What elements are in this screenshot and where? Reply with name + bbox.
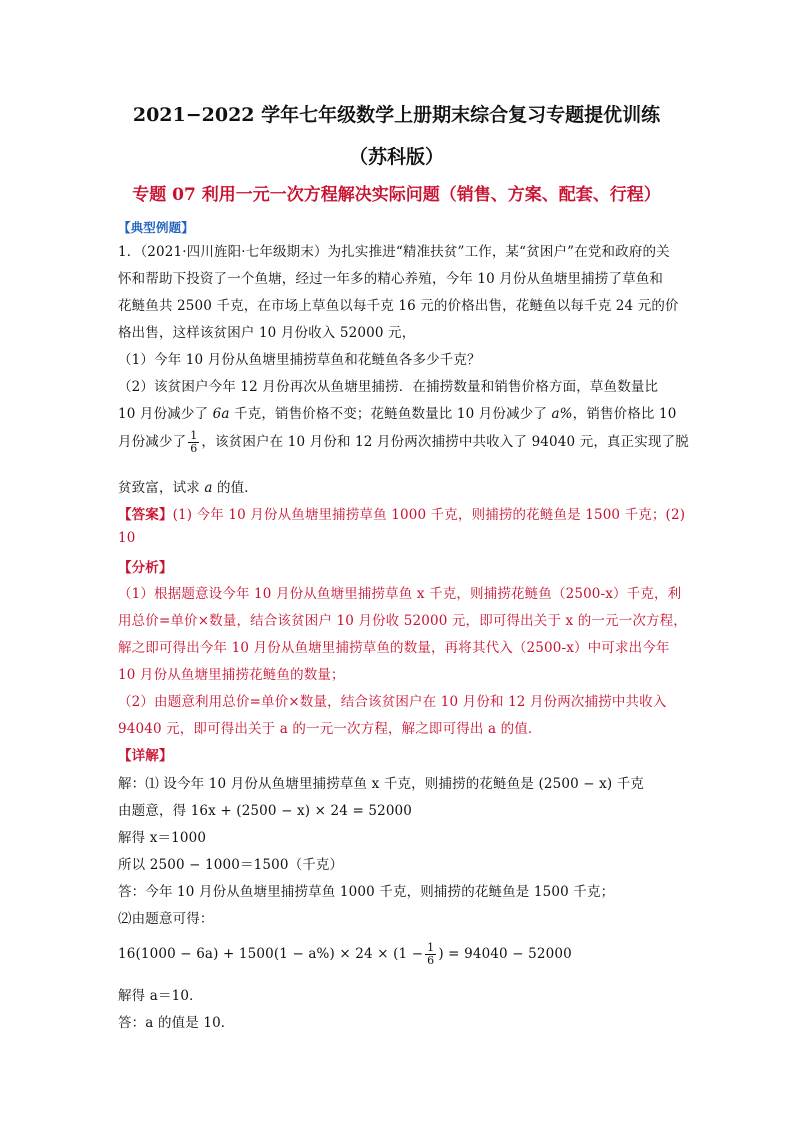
q2-var-6a: 6a [212,406,230,422]
detail-line-5: 答：今年 10 月份从鱼塘里捕捞草鱼 1000 千克，则捕捞的花鲢鱼是 1500 千克； [118,884,615,900]
detail-line-2: 由题意，得 16x + (2500 − x) × 24 = 52000 [118,803,413,819]
document-title-edition: （苏科版） [348,146,444,168]
detail-line-1: 解：⑴ 设今年 10 月份从鱼塘里捕捞草鱼 x 千克，则捕捞的花鲢鱼是 (2500 − x) 千克 [118,776,645,792]
fraction-one-sixth: $\frac{1}{6}$ [190,429,198,455]
analysis-line-1: （1）根据题意设今年 10 月份从鱼塘里捕捞草鱼 x 千克，则捕捞花鲢鱼（2500-x）千克，利 [118,586,682,602]
detail-line-3: 解得 x＝1000 [118,830,207,846]
question-2-line-1: （2）该贫困户今年 12 月份再次从鱼塘里捕捞．在捕捞数量和销售价格方面，草鱼数量比 [118,379,659,395]
analysis-label: 【分析】 [118,560,173,576]
analysis-line-5: （2）由题意利用总价=单价×数量，结合该贫困户在 10 月份和 12 月份两次捕捞中共收入 [118,694,667,710]
q2-text-c: ，销售价格比 10 [572,406,677,422]
detail-line-9: 答：a 的值是 10． [118,1015,235,1031]
equation-fraction-one-sixth: $\frac{1}{6}$ [427,941,435,967]
topic-subtitle: 专题 07 利用一元一次方程解决实际问题（销售、方案、配套、行程） [132,185,661,205]
detail-equation: 16(1000 − 6a) + 1500(1 − a%) × 24 × (1 − $\frac{1}{6}$ ) = 94040 − 52000 [118,941,572,967]
q2-text-a: 10 月份减少了 [118,406,213,422]
section-example-label: 【典型例题】 [118,220,194,235]
problem-line-4: 格出售，这样该贫困户 10 月份收入 52000 元， [118,325,416,341]
problem-line-3: 花鲢鱼共 2500 千克，在市场上草鱼以每千克 16 元的价格出售，花鲢鱼以每千克 24 元的价 [118,298,679,314]
answer-line-1: 【答案】(1) 今年 10 月份从鱼塘里捕捞草鱼 1000 千克，则捕捞的花鲢鱼是 1500 千克；(2) [118,507,686,523]
problem-line-1: 1．（2021·四川旌阳·七年级期末）为扎实推进“精准扶贫”工作，某“贫困户”在党和政府的关 [118,244,670,260]
detail-line-6: ⑵由题意可得： [118,911,214,927]
detail-line-4: 所以 2500 − 1000＝1500（千克） [118,857,344,873]
analysis-line-4: 10 月份从鱼塘里捕捞花鲢鱼的数量； [118,667,345,683]
analysis-line-6: 94040 元，即可得出关于 a 的一元一次方程，解之即可得出 a 的值． [118,721,542,737]
detail-label: 【详解】 [118,748,173,764]
analysis-line-3: 解之即可得出今年 10 月份从鱼塘里捕捞草鱼的数量，再将其代入（2500-x）中可求出今年 [118,640,670,656]
question-2-line-4: 贫致富，试求 a 的值． [118,480,258,496]
q2-text-b: 千克，销售价格不变；花鲢鱼数量比 10 月份减少了 [229,406,552,422]
answer-line-2: 10 [118,530,136,546]
problem-line-2: 怀和帮助下投资了一个鱼塘，经过一年多的精心养殖，今年 10 月份从鱼塘里捕捞了草鱼和 [118,271,664,287]
question-2-line-3 [118,429,689,455]
q2-var-a-percent: a% [551,406,573,422]
question-2-line-2 [118,402,678,422]
q2-text-d: 月份减少了 [118,434,187,450]
document-title: 2021−2022 学年七年级数学上册期末综合复习专题提优训练 [132,104,661,126]
answer-label: 【答案】 [118,507,173,523]
question-1: （1）今年 10 月份从鱼塘里捕捞草鱼和花鲢鱼各多少千克？ [118,352,481,368]
detail-line-8: 解得 a＝10． [118,988,203,1004]
q2-text-e: ，该贫困户在 10 月份和 12 月份两次捕捞中共收入了 94040 元，真正实现了脱 [201,434,689,450]
analysis-line-2: 用总价=单价×数量，结合该贫困户 10 月份收 52000 元，即可得出关于 x 的一元一次方程， [118,613,687,629]
